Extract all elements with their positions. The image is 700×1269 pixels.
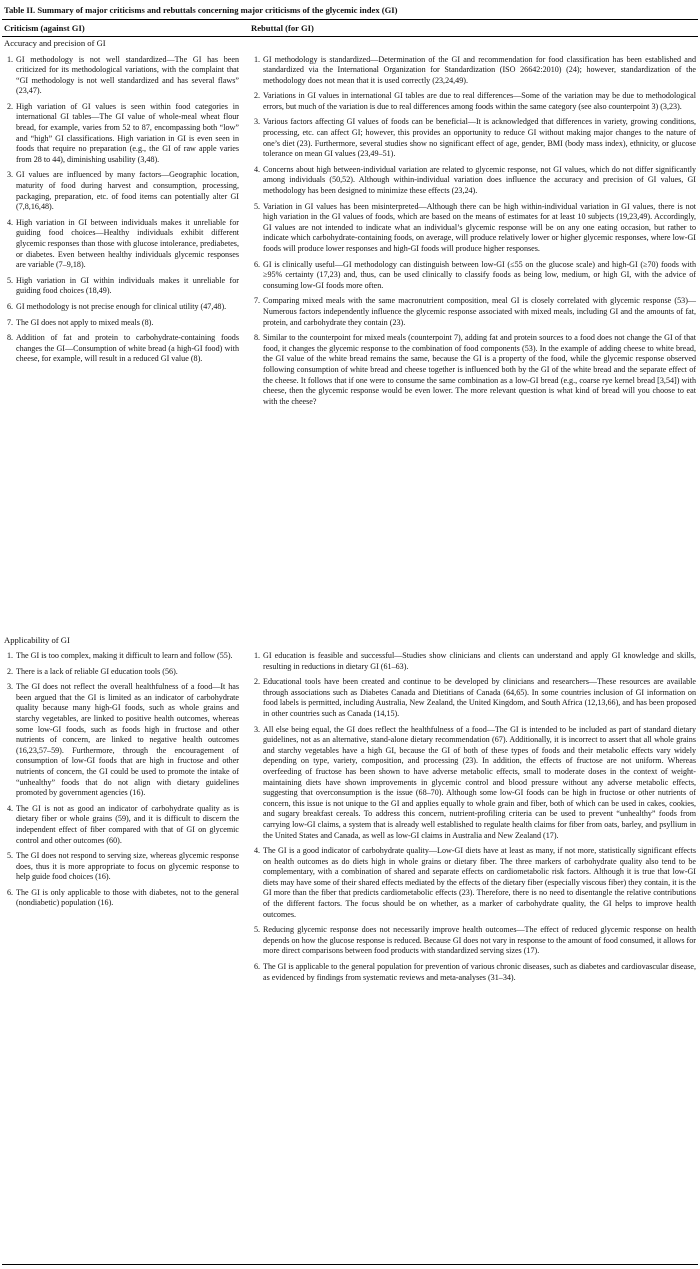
rebuttal-item-text: The GI is a good indicator of carbohydrate quality—Low-GI diets have at least as many, if not more, statistically significant effects on health outcomes as do diets high in whole grains or dietary fiber. The three markers of carbohydrate quality also tend to be complementary, with a combination of shared and separate effects on cardiometabolic risk factors. Although it is true that low-GI diets may have some of their shared effects mediated by the effects of the dietary fiber (especially viscous fiber) they contain, it is the GI more than the fiber that predicts cardiometabolic effects (23). Therefore, there is no need to disentangle the relative contributions of the different factors. The focus should be on whether, as a marker of carbohydrate quality, the GI helps to improve health outcomes. xyxy=(263,846,696,919)
criticism-item-number: 2. xyxy=(7,101,14,111)
criticism-item xyxy=(4,333,239,365)
rebuttal-item-number: 4. xyxy=(254,846,261,856)
rebuttal-item-text: GI education is feasible and successful—Studies show clinicians and clients can understand and apply GI knowledge and skills, resulting in reductions in dietary GI (61–63). xyxy=(263,651,696,671)
table-bottom-rule xyxy=(2,1264,698,1265)
rebuttal-item-number: 5. xyxy=(254,925,261,935)
rebuttal-item xyxy=(251,677,696,719)
rebuttal-item xyxy=(251,202,696,255)
criticism-item xyxy=(4,218,239,271)
criticism-item-text: The GI is only applicable to those with diabetes, not to the general (nondiabetic) population (16). xyxy=(16,887,239,908)
rebuttal-item xyxy=(251,165,696,197)
criticism-item xyxy=(4,851,239,883)
criticism-item-number: 1. xyxy=(7,651,14,660)
rebuttal-item-text: GI methodology is standardized—Determination of the GI and recommendation for food classification has been established and standardized via the International Organization for Standardization (ISO 26642:2010) (24); however, standardization of the methodology does not mean that it is used correctly (23,24,49). xyxy=(263,54,696,85)
rebuttal-item-number: 5. xyxy=(254,201,261,211)
criticism-item xyxy=(4,667,239,678)
criticism-item-number: 7. xyxy=(7,317,14,327)
criticism-item-number: 3. xyxy=(7,170,14,180)
criticism-item-text: GI values are influenced by many factors—Geographic location, maturity of food during harvest and consumption, processing, packaging, preparation, etc. of food items can potentially alter GI (7,8,16,48). xyxy=(16,170,239,212)
rebuttal-item-number: 2. xyxy=(254,91,261,101)
criticism-item-number: 1. xyxy=(7,54,14,64)
criticism-item xyxy=(4,55,239,97)
criticism-item-text: The GI is too complex, making it difficult to learn and follow (55). xyxy=(16,651,233,660)
criticism-item-number: 6. xyxy=(7,301,14,311)
rebuttal-column xyxy=(243,646,698,1264)
criticism-item-number: 3. xyxy=(7,682,14,692)
criticism-column xyxy=(2,50,243,634)
rebuttal-item xyxy=(251,55,696,87)
criticism-item-number: 5. xyxy=(7,275,14,285)
criticism-item-text: The GI is not as good an indicator of carbohydrate quality as is dietary fiber or whole grains (59), and it is difficult to discern the independent effect of fiber compared with that of GI on glycemic control and other outcomes (60). xyxy=(16,803,239,845)
criticism-item xyxy=(4,302,239,313)
rebuttal-item-number: 8. xyxy=(254,333,261,343)
rebuttal-column xyxy=(243,50,698,634)
criticism-item-text: There is a lack of reliable GI education tools (56). xyxy=(16,666,178,676)
rebuttal-item xyxy=(251,725,696,842)
rebuttal-item-text: Variation in GI values has been misinterpreted—Although there can be high within-individual variation in GI values, there is not high variation in the GI values of foods, which are based on the means of estimates for at least 10 subjects (19,23,49). Accordingly, GI values are not intended to indicate what an individual’s glycemic response will be on any one eating occasion, but rather to indicate which carbohydrate-containing foods, on average, will produce relatively lower or higher glycemic responses, where low-GI foods will produce lower responses and high-GI foods will produce higher responses. xyxy=(263,201,696,253)
criticism-item-number: 4. xyxy=(7,803,14,813)
section-accuracy xyxy=(2,37,698,634)
table-header-row xyxy=(2,20,698,37)
criticism-item-number: 2. xyxy=(7,666,14,676)
criticism-item-text: GI methodology is not well standardized—The GI has been criticized for its methodological variations, with the complaint that “GI methodology is not well standardized and has several flaws” (23,47). xyxy=(16,54,239,96)
criticism-item-number: 6. xyxy=(7,887,14,897)
criticism-item-text: The GI does not apply to mixed meals (8). xyxy=(16,317,154,327)
rebuttal-item-text: All else being equal, the GI does reflect the healthfulness of a food—The GI is intended to be included as part of standard dietary guidelines, not as an alternative, stand-alone dietary recommendation (67). Additionally, it is incorrect to assert that all whole grains and starchy vegetables have a high GI, because the GI of both of these types of foods and their metabolic effects vary widely depending on type, variety, composition, and processing (23). In addition, the effects of fructose are not uniform. Whereas overfeeding of fructose has been shown to have adverse metabolic effects, small to moderate doses in the context of weight-maintaining diets have shown improvements in glycemic control and blood pressure without any adverse metabolic effects, suggesting that overconsumption is the issue (68–70). Although some low-GI foods can be high in fructose or other nutrients of concern, this issue is not unique to the GI and applies equally to whole grain and fiber, both of which can be used in cakes, cookies, and sugary breakfast cereals. To address this concern, nutrient-profiling criteria can be used to prevent “unhealthy” foods from carrying low-GI claims, a system that is already well established to regulate health claims for fiber from oats, barley, and psyllium in the United States and Canada, as well as low-GI claims in Australia and New Zealand (17). xyxy=(263,724,696,840)
criticism-item-number: 8. xyxy=(7,333,14,343)
criticism-item-number: 4. xyxy=(7,217,14,227)
rebuttal-item-number: 6. xyxy=(254,962,261,972)
rebuttal-item-number: 4. xyxy=(254,164,261,174)
criticism-item xyxy=(4,682,239,799)
rebuttal-item-number: 3. xyxy=(254,117,261,127)
section-title: Accuracy and precision of GI xyxy=(4,38,106,48)
rebuttal-item xyxy=(251,91,696,112)
rebuttal-item-number: 1. xyxy=(254,54,261,64)
criticism-item xyxy=(4,276,239,297)
section-applicability xyxy=(2,634,698,1265)
criticism-column-header: Criticism (against GI) xyxy=(4,23,85,33)
rebuttal-item-number: 6. xyxy=(254,259,261,269)
criticism-item-text: The GI does not respond to serving size, whereas glycemic response does, thus it is more appropriate to focus on glycemic response to help guide food choices (16). xyxy=(16,851,239,882)
criticism-item-text: High variation in GI within individuals makes it unreliable for guiding food choices (18,49). xyxy=(16,275,239,296)
rebuttal-item-text: GI is clinically useful—GI methodology can distinguish between low-GI (≤55 on the glucose scale) and high-GI (≥70) foods with ≥95% certainty (17,23) and, thus, can be used clinically to classify foods as being low, medium, or high GI, with the advice of consuming low-GI foods more often. xyxy=(263,259,696,290)
rebuttal-item-text: Educational tools have been created and continue to be developed by clinicians and researchers—These resources are available through associations such as Diabetes Canada and Dietitians of Canada (64,65). In some countries inclusion of GI information on food labels is permitted, including Australia, New Zealand, the United Kingdom, and South Africa (12,13,66), and has been proposed in other countries such as Canada (14,15). xyxy=(263,677,696,718)
rebuttal-item-text: Various factors affecting GI values of foods can be beneficial—It is acknowledged that differences in variety, growing conditions, processing, etc. can affect GI; however, this provides an opportunity to reduce GI without making major changes to the nature of one’s diet (23). Furthermore, several studies show no significant effect of age, gender, BMI (body mass index), ethnicity, or glucose tolerance on mean GI values (23,49–51). xyxy=(263,117,696,159)
criticism-item-text: High variation of GI values is seen within food categories in international GI tables—The GI value of whole-meal wheat flour bread, for example, varies from 52 to 87, encompassing both “low” and “high” GI classifications. High variation in GI is even seen in foods that require no preparation (e.g., the GI of raw apple varies from 28 to 44), diminishing usability (3,48). xyxy=(16,101,239,164)
criticism-item-text: GI methodology is not precise enough for clinical utility (47,48). xyxy=(16,301,227,311)
table-caption: Table II. Summary of major criticisms and rebuttals concerning major criticisms of the glycemic index (GI) xyxy=(2,2,698,20)
rebuttal-item-number: 2. xyxy=(254,677,261,687)
criticism-item xyxy=(4,804,239,846)
criticism-item xyxy=(4,651,239,662)
rebuttal-item xyxy=(251,846,696,920)
rebuttal-item-number: 7. xyxy=(254,296,261,306)
rebuttal-item-number: 1. xyxy=(254,651,261,660)
criticism-item xyxy=(4,170,239,212)
rebuttal-column-header: Rebuttal (for GI) xyxy=(251,23,314,33)
rebuttal-item-text: The GI is applicable to the general population for prevention of various chronic diseases, such as diabetes and cardiovascular disease, as evidenced by findings from systematic reviews and meta-analyses (31–34). xyxy=(263,962,696,982)
criticism-column xyxy=(2,646,243,1264)
rebuttal-item xyxy=(251,117,696,159)
rebuttal-item-text: Reducing glycemic response does not necessarily improve health outcomes—The effect of reduced glycemic response on health depends on how the glucose response is reduced. Because GI does not vary in response to the amount of food consumed, it allows for more direct comparisons between food products with standardized serving sizes (17). xyxy=(263,925,696,956)
criticism-item-number: 5. xyxy=(7,851,14,861)
rebuttal-item xyxy=(251,333,696,407)
rebuttal-item-text: Similar to the counterpoint for mixed meals (counterpoint 7), adding fat and protein sources to a food does not change the GI of that food, it changes the glycemic response to the combination of food components (53). In the example of adding cheese to white bread, the GI value of the white bread remains the same, because the GI is a property of the food, while the glycemic response observed following consumption of white bread and cheese together is influenced both by the GI of the white bread and the separate effect of the cheese. It follows that if one were to consume the same combination as a low-GI bread (e.g., coarse rye kernel bread [3,54]) with cheese, then the glycemic response would be even lower. The more relevant question is what kind of bread will you choose to eat with the cheese? xyxy=(263,333,696,406)
rebuttal-item-number: 3. xyxy=(254,724,261,734)
rebuttal-item-text: Comparing mixed meals with the same macronutrient composition, meal GI is closely correlated with glycemic response (53)—Numerous factors independently influence the glycemic response associated with mixed meals, including GI and the amounts of fat, protein, and carbohydrate they contain (23). xyxy=(263,296,696,327)
criticism-item-text: The GI does not reflect the overall healthfulness of a food—It has been argued that the GI is limited as an indicator of carbohydrate quality because many high-GI foods, such as whole grains and starchy vegetables, are linked to positive health outcomes, whereas some low-GI foods, such as foods high in fructose and other nutrients of concern, are linked to negative health outcomes (16,23,57–59). Furthermore, through the encouragement of consumption of low-GI foods that are high in fructose and other nutrients of concern, the GI could be used to promote the intake of “unhealthy” foods that do not align with dietary guidelines promoted by government agencies (16). xyxy=(16,682,239,798)
criticism-item-text: Addition of fat and protein to carbohydrate-containing foods changes the GI—Consumption of white bread (a high-GI food) with cheese, for example, will result in a reduced GI value (8). xyxy=(16,333,239,364)
criticism-item xyxy=(4,888,239,909)
rebuttal-item xyxy=(251,260,696,292)
rebuttal-item-text: Variations in GI values in international GI tables are due to real differences—Some of the variation may be due to methodological errors, but much of the variation is due to real differences among foods within the same category (see also counterpoint 3) (3,23). xyxy=(263,91,696,111)
rebuttal-item xyxy=(251,962,696,983)
criticism-item xyxy=(4,318,239,329)
criticism-item xyxy=(4,102,239,166)
criticism-item-text: High variation in GI between individuals makes it unreliable for guiding food choices—Healthy individuals exhibit different glycemic responses than those with glucose intolerance, prediabetes, or diabetes. Even between healthy individuals glycemic responses are variable (7–9,18). xyxy=(16,217,239,270)
rebuttal-item xyxy=(251,651,696,672)
section-title: Applicability of GI xyxy=(4,634,70,645)
rebuttal-item-text: Concerns about high between-individual variation are related to glycemic response, not GI values, which do not differ significantly among individuals (50,52). Although within-individual variation does influence the accuracy and precision of GI values, GI methodology has been designed to minimize these effects (23,24). xyxy=(263,164,696,196)
rebuttal-item xyxy=(251,296,696,328)
rebuttal-item xyxy=(251,925,696,957)
